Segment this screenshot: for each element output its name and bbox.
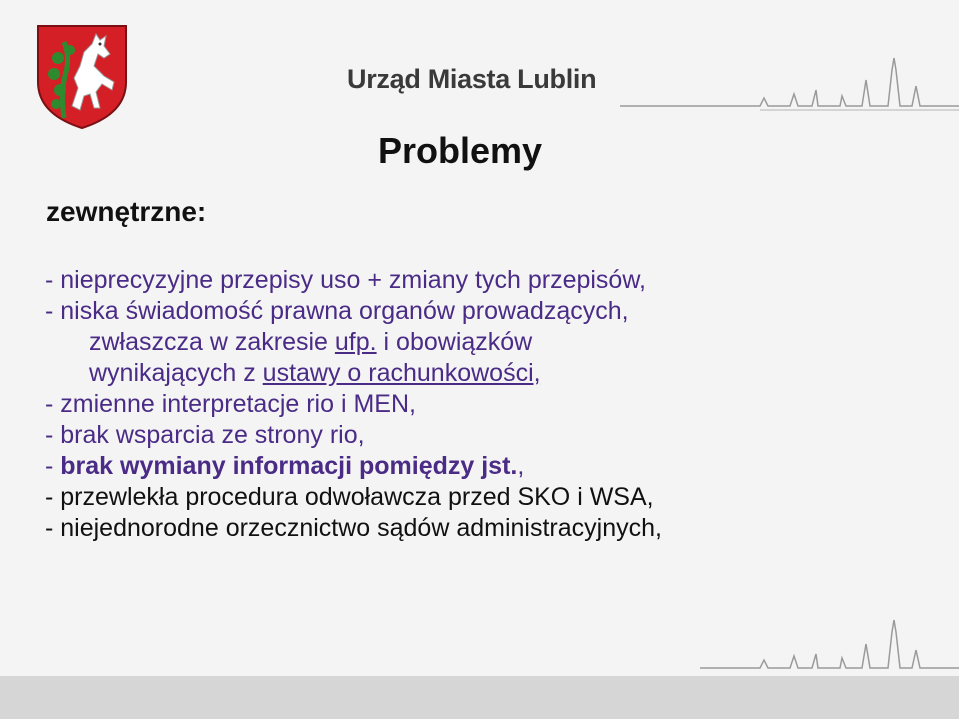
list-item-continuation	[45, 327, 945, 358]
bold-text: brak wymiany informacji pomiędzy jst.	[60, 452, 518, 480]
text-run: -	[45, 452, 61, 480]
list-item: - brak wsparcia ze strony rio,	[45, 421, 365, 449]
text-run: i obowiązków	[376, 328, 533, 356]
slide-title: Problemy	[378, 130, 543, 171]
city-skyline-bottom-icon	[0, 610, 959, 680]
list-item: - niska świadomość prawna organów prowadzących,	[45, 297, 629, 325]
text-run: zwłaszcza w zakresie	[89, 328, 335, 356]
city-skyline-icon	[0, 50, 959, 120]
underlined-term: ufp.	[334, 328, 377, 356]
list-item: - zmienne interpretacje rio i MEN,	[45, 390, 416, 418]
list-item-continuation	[45, 358, 945, 389]
list-item: - niejednorodne orzecznictwo sądów administracyjnych,	[45, 514, 662, 542]
text-run: wynikających z	[89, 359, 263, 387]
underlined-term: ustawy o rachunkowości,	[262, 359, 541, 387]
organization-name: Urząd Miasta Lublin	[347, 64, 597, 94]
text-run: ,	[517, 452, 525, 480]
list-item	[45, 451, 945, 482]
list-item: - nieprecyzyjne przepisy uso + zmiany tych przepisów,	[45, 266, 646, 294]
footer-band	[0, 676, 959, 719]
section-heading: zewnętrzne:	[46, 196, 207, 227]
problems-list	[45, 265, 945, 544]
list-item: - przewlekła procedura odwoławcza przed SKO i WSA,	[45, 483, 654, 511]
